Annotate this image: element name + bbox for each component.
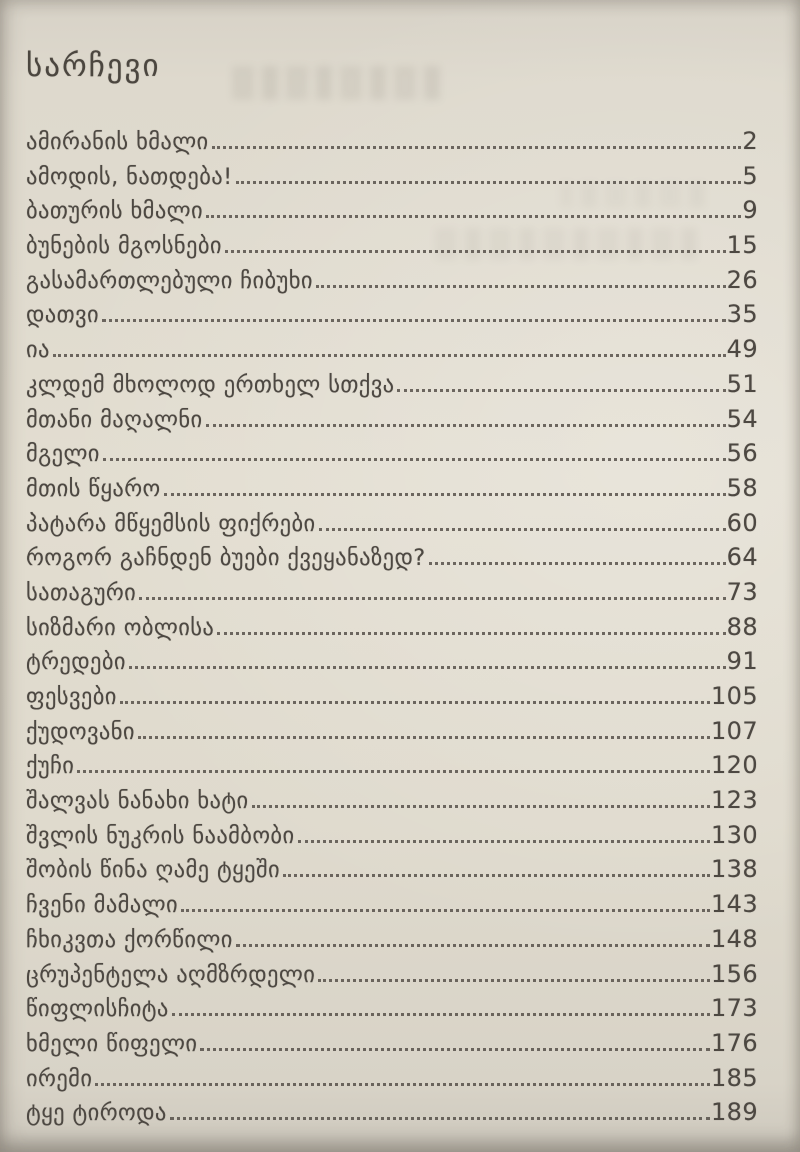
toc-entry-page-number: 64 [726,543,758,572]
toc-list [26,127,758,1133]
toc-entry [26,647,758,682]
toc-entry-title: მთანი მაღალნი [26,406,203,433]
toc-entry-title: სიზმარი ობლისა [26,614,215,641]
toc-entry [26,405,758,440]
toc-entry-page-number: 51 [726,369,758,398]
toc-entry [26,300,758,335]
toc-entry-title: შობის წინა ღამე ტყეში [26,857,281,884]
toc-entry [26,231,758,266]
toc-entry [26,751,758,786]
toc-entry-title: ირემი [26,1065,93,1092]
toc-entry-title: წიფლისჩიტა [26,996,169,1023]
dot-leader [225,250,726,253]
toc-entry-title: ბუნების მგოსნები [26,233,222,260]
toc-entry-page-number: 185 [710,1063,758,1092]
toc-entry [26,613,758,648]
toc-entry [26,127,758,162]
toc-entry [26,1029,758,1064]
toc-entry-title: ტრედები [26,649,126,676]
dot-leader [319,528,726,531]
toc-entry-page-number: 35 [726,300,758,329]
dot-leader [236,181,742,184]
toc-entry-page-number: 120 [710,751,758,780]
toc-entry-page-number: 176 [710,1028,758,1057]
page-title: სარჩევი [26,48,161,84]
dot-leader [120,701,710,704]
toc-entry-page-number: 123 [710,786,758,815]
toc-entry-page-number: 148 [710,924,758,953]
toc-entry-page-number: 2 [742,127,758,155]
toc-entry-page-number: 156 [710,959,758,988]
dot-leader [212,146,742,149]
ink-bleed-through [228,66,440,100]
dot-leader [139,597,725,600]
toc-entry-title: გასამართლებული ჩიბუხი [26,267,313,294]
toc-entry-page-number: 58 [726,473,758,502]
toc-entry-title: მთის წყარო [26,475,161,502]
dot-leader [95,1083,710,1086]
toc-entry-title: კლდემ მხოლოდ ერთხელ სთქვა [26,371,395,398]
dot-leader [397,389,725,392]
toc-entry [26,1064,758,1099]
toc-entry-page-number: 189 [710,1098,758,1127]
dot-leader [217,632,725,635]
dot-leader [236,944,710,947]
toc-entry [26,162,758,197]
toc-entry [26,196,758,231]
toc-entry-title: ქუჩი [26,753,75,780]
toc-entry [26,994,758,1029]
toc-entry [26,578,758,613]
toc-entry-title: ჩვენი მამალი [26,892,179,919]
dot-leader [298,840,710,843]
dot-leader [181,909,710,912]
toc-entry [26,821,758,856]
toc-entry-title: ტყე ტიროდა [26,1100,167,1127]
toc-entry-page-number: 130 [710,820,758,849]
toc-entry [26,474,758,509]
toc-entry-title: ია [26,337,50,364]
toc-entry [26,925,758,960]
toc-entry [26,439,758,474]
toc-entry [26,335,758,370]
toc-entry [26,266,758,301]
toc-entry-title: პატარა მწყემსის ფიქრები [26,510,316,537]
dot-leader [318,979,710,982]
toc-entry-title: შალვას ნანახი ხატი [26,788,249,815]
dot-leader [138,736,710,739]
toc-entry-page-number: 138 [710,855,758,884]
dot-leader [206,215,741,218]
toc-entry-page-number: 56 [726,439,758,468]
dot-leader [200,1048,710,1051]
toc-entry-title: ქუდოვანი [26,718,135,745]
dot-leader [429,562,726,565]
toc-entry-title: ხმელი წიფელი [26,1030,198,1057]
toc-entry [26,960,758,995]
toc-entry [26,370,758,405]
toc-entry [26,855,758,890]
dot-leader [77,770,710,773]
toc-entry-page-number: 88 [726,612,758,641]
dot-leader [172,1013,710,1016]
dot-leader [102,319,726,322]
dot-leader [129,666,726,669]
toc-entry-title: როგორ გაჩნდენ ბუები ქვეყანაზედ? [26,545,426,572]
toc-entry-page-number: 143 [710,890,758,919]
toc-entry-page-number: 15 [726,231,758,260]
toc-entry-title: მგელი [26,441,100,468]
toc-entry-page-number: 54 [726,404,758,433]
toc-entry [26,682,758,717]
toc-entry-page-number: 5 [742,161,758,190]
toc-entry-title: ამირანის ხმალი [26,129,209,155]
toc-entry [26,543,758,578]
toc-entry-page-number: 73 [726,577,758,606]
dot-leader [316,285,726,288]
toc-entry-title: დათვი [26,302,100,329]
toc-entry-title: ფესვები [26,684,117,710]
toc-entry-page-number: 91 [726,647,758,676]
toc-entry-title: სათაგური [26,579,137,606]
toc-entry-title: ჩხიკვთა ქორწილი [26,926,233,953]
toc-entry-page-number: 107 [710,716,758,745]
dot-leader [164,493,726,496]
toc-entry-page-number: 9 [742,196,758,225]
toc-entry [26,786,758,821]
dot-leader [283,874,710,877]
toc-entry-title: ბათურის ხმალი [26,198,204,225]
toc-entry [26,717,758,752]
toc-entry-page-number: 26 [726,265,758,294]
dot-leader [103,458,726,461]
toc-entry [26,509,758,544]
dot-leader [53,354,726,357]
dot-leader [206,424,726,427]
toc-entry-page-number: 49 [726,335,758,364]
toc-entry-page-number: 60 [726,508,758,537]
dot-leader [252,805,710,808]
toc-entry-title: ცრუპენტელა აღმზრდელი [26,961,316,988]
toc-entry-page-number: 105 [710,682,758,710]
toc-entry [26,890,758,925]
toc-entry-title: შვლის ნუკრის ნაამბობი [26,822,295,849]
toc-entry-page-number: 173 [710,994,758,1023]
toc-entry [26,1098,758,1133]
toc-entry-title: ამოდის, ნათდება! [26,163,233,190]
dot-leader [170,1117,710,1120]
